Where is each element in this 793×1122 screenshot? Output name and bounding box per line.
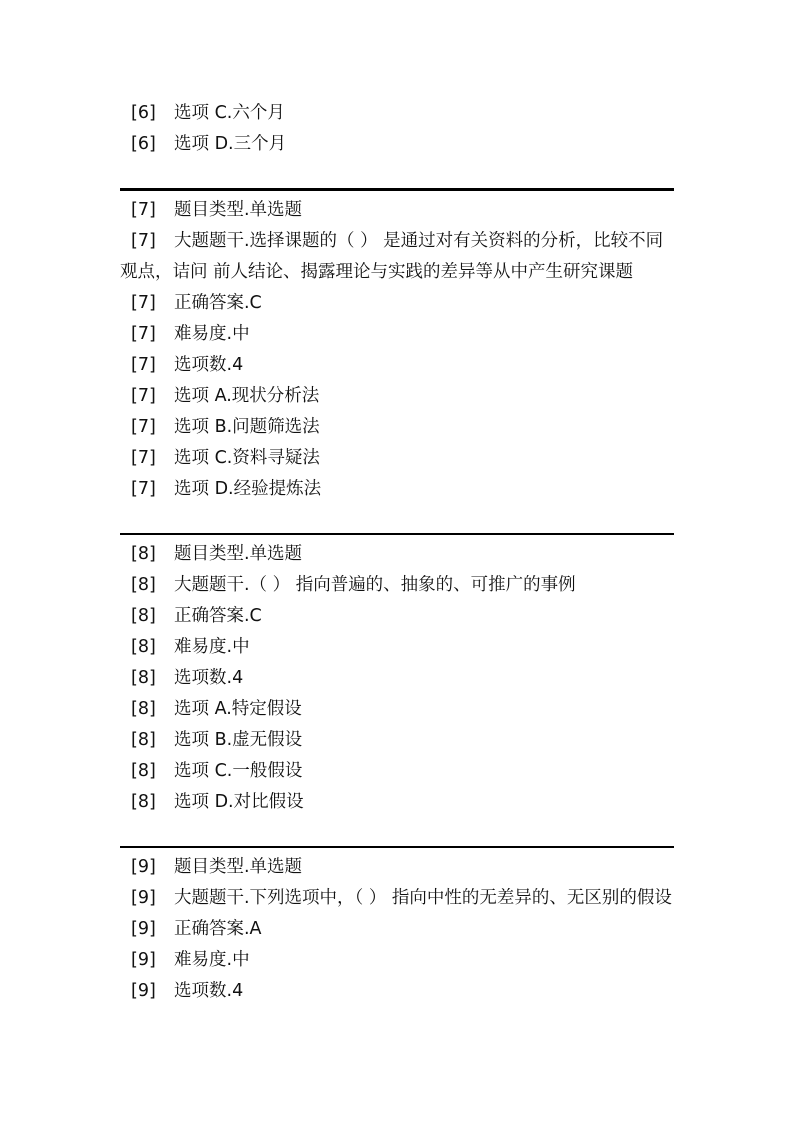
- q8-option-count-text: 选项数.4: [174, 668, 244, 688]
- q7-number: [7]: [131, 417, 156, 437]
- q6-option-c-text: 选项 C.六个月: [174, 103, 285, 123]
- q7-type: [120, 195, 674, 226]
- question-list: [120, 98, 674, 1007]
- q7-number: [7]: [131, 448, 156, 468]
- q8-option-b: [120, 725, 674, 756]
- q8-number: [8]: [131, 606, 156, 626]
- q8-difficulty-text: 难易度.中: [174, 637, 250, 657]
- q8-option-a-text: 选项 A.特定假设: [174, 699, 302, 719]
- q7-number: [7]: [131, 200, 156, 220]
- q8-type-text: 题目类型.单选题: [174, 544, 303, 564]
- q8-number: [8]: [131, 637, 156, 657]
- q7-number: [7]: [131, 231, 156, 251]
- q9-answer-text: 正确答案.A: [174, 919, 262, 939]
- q7-type-text: 题目类型.单选题: [174, 200, 303, 220]
- q8-number: [8]: [131, 575, 156, 595]
- q7-answer: [120, 288, 674, 319]
- q8-option-c-text: 选项 C.一般假设: [174, 761, 303, 781]
- spacer: [120, 160, 674, 188]
- q8-number: [8]: [131, 544, 156, 564]
- q7-option-b: [120, 412, 674, 443]
- q7-number: [7]: [131, 293, 156, 313]
- q7-number: [7]: [131, 355, 156, 375]
- spacer: [120, 818, 674, 846]
- q8-option-count: [120, 663, 674, 694]
- q9-option-count: [120, 976, 674, 1007]
- q7-option-c-text: 选项 C.资料寻疑法: [174, 448, 320, 468]
- q7-difficulty: [120, 319, 674, 350]
- q6-option-d-text: 选项 D.三个月: [174, 134, 287, 154]
- q9-answer: [120, 914, 674, 945]
- q8-type: [120, 539, 674, 570]
- q6-number: [6]: [131, 103, 156, 123]
- q7-stem: [120, 226, 674, 288]
- q7-difficulty-text: 难易度.中: [174, 324, 250, 344]
- q8-option-d-text: 选项 D.对比假设: [174, 792, 304, 812]
- q7-option-d-text: 选项 D.经验提炼法: [174, 479, 322, 499]
- q8-stem-text: 大题题干.（ ） 指向普遍的、抽象的、可推广的事例: [174, 575, 576, 595]
- q7-number: [7]: [131, 479, 156, 499]
- q7-option-b-text: 选项 B.问题筛选法: [174, 417, 320, 437]
- q9-stem-text: 大题题干.下列选项中，（ ） 指向中性的无差异的、无区别的假设: [174, 888, 672, 908]
- q6-option-c: [120, 98, 674, 129]
- q7-option-c: [120, 443, 674, 474]
- q9-type: [120, 852, 674, 883]
- q8-number: [8]: [131, 730, 156, 750]
- q7-option-count: [120, 350, 674, 381]
- q9-difficulty: [120, 945, 674, 976]
- q9-number: [9]: [131, 857, 156, 877]
- q9-type-text: 题目类型.单选题: [174, 857, 303, 877]
- q9-option-count-text: 选项数.4: [174, 981, 244, 1001]
- q6-number: [6]: [131, 134, 156, 154]
- q8-option-a: [120, 694, 674, 725]
- q8-answer-text: 正确答案.C: [174, 606, 262, 626]
- q7-option-count-text: 选项数.4: [174, 355, 244, 375]
- q7-option-d: [120, 474, 674, 505]
- spacer: [120, 505, 674, 533]
- q8-option-b-text: 选项 B.虚无假设: [174, 730, 303, 750]
- q8-number: [8]: [131, 699, 156, 719]
- q8-stem: [120, 570, 674, 601]
- q8-number: [8]: [131, 761, 156, 781]
- q9-number: [9]: [131, 919, 156, 939]
- q9-number: [9]: [131, 950, 156, 970]
- q8-option-c: [120, 756, 674, 787]
- q7-answer-text: 正确答案.C: [174, 293, 262, 313]
- q6-option-d: [120, 129, 674, 160]
- q9-stem: [120, 883, 674, 914]
- q9-number: [9]: [131, 981, 156, 1001]
- q8-difficulty: [120, 632, 674, 663]
- q9-difficulty-text: 难易度.中: [174, 950, 250, 970]
- q7-option-a: [120, 381, 674, 412]
- q8-number: [8]: [131, 792, 156, 812]
- q7-option-a-text: 选项 A.现状分析法: [174, 386, 320, 406]
- q8-number: [8]: [131, 668, 156, 688]
- q8-answer: [120, 601, 674, 632]
- q7-number: [7]: [131, 386, 156, 406]
- q7-number: [7]: [131, 324, 156, 344]
- q9-number: [9]: [131, 888, 156, 908]
- q7-stem-text: 大题题干.选择课题的（ ） 是通过对有关资料的分析，比较不同观点，诘问 前人结论、揭露理论与实践的差异等从中产生研究课题: [120, 231, 664, 282]
- q8-option-d: [120, 787, 674, 818]
